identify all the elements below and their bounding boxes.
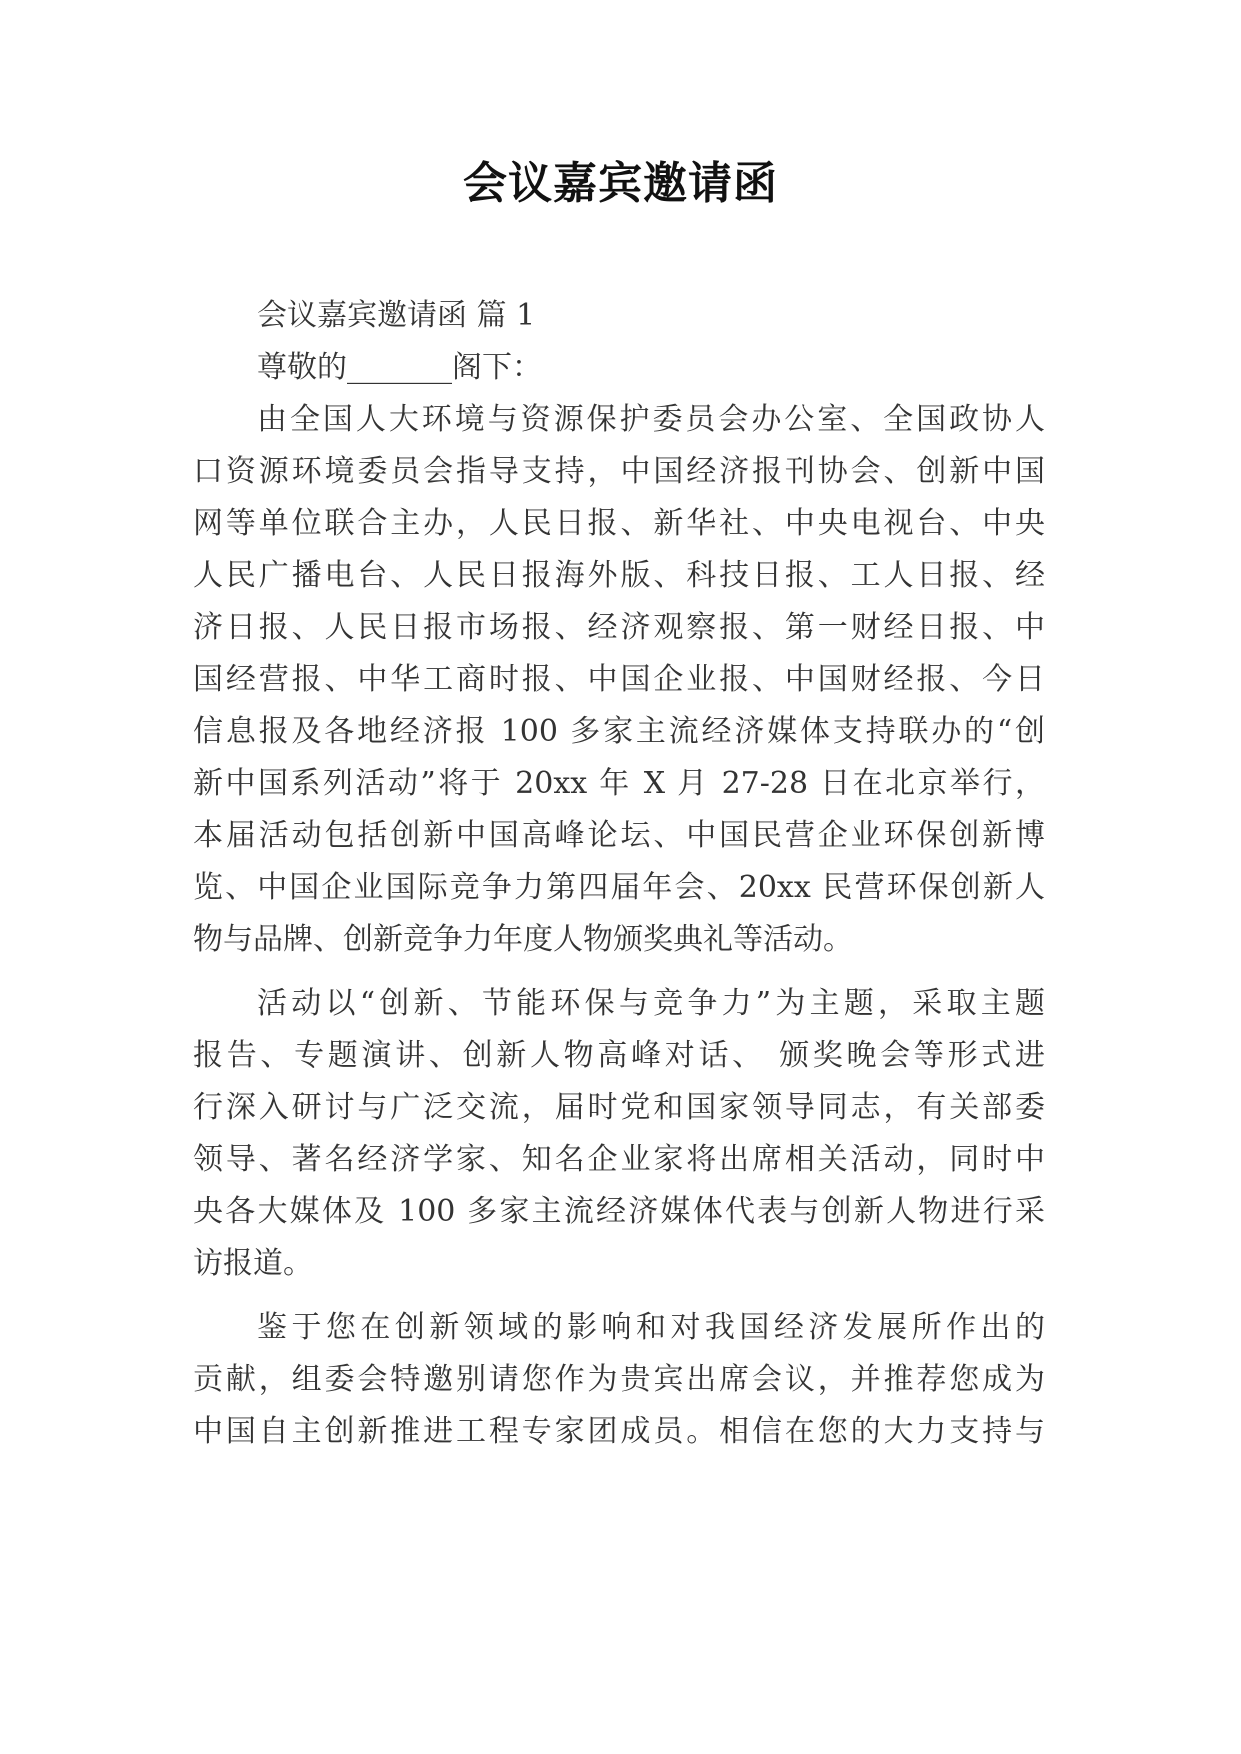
document-body <box>193 290 1045 1470</box>
paragraph-line: 览、中国企业国际竞争力第四届年会、20xx 民营环保创新人 <box>193 870 1045 905</box>
paragraph-line: 物与品牌、创新竞争力年度人物颁奖典礼等活动。 <box>193 922 853 957</box>
paragraph-line: 本届活动包括创新中国高峰论坛、中国民营企业环保创新博 <box>193 818 1045 853</box>
paragraph-line: 贡献，组委会特邀别请您作为贵宾出席会议，并推荐您成为 <box>193 1362 1045 1397</box>
paragraph-line: 新中国系列活动”将于 20xx 年 X 月 27-28 日在北京举行， <box>193 766 1045 801</box>
paragraph-line: 领导、著名经济学家、知名企业家将出席相关活动，同时中 <box>193 1142 1045 1177</box>
paragraph-3 <box>193 1302 1045 1458</box>
paragraph-line: 访报道。 <box>193 1246 313 1281</box>
paragraph-line: 中国自主创新推进工程专家团成员。相信在您的大力支持与 <box>193 1414 1045 1449</box>
paragraph-line: 报告、专题演讲、创新人物高峰对话、 颁奖晚会等形式进 <box>193 1038 1045 1073</box>
paragraph-line: 行深入研讨与广泛交流，届时党和国家领导同志，有关部委 <box>193 1090 1045 1125</box>
paragraph-line: 国经营报、中华工商时报、中国企业报、中国财经报、今日 <box>193 662 1045 697</box>
paragraph-line: 口资源环境委员会指导支持，中国经济报刊协会、创新中国 <box>193 454 1045 489</box>
paragraph-line: 人民广播电台、人民日报海外版、科技日报、工人日报、经 <box>193 558 1045 593</box>
paragraph-line: 央各大媒体及 100 多家主流经济媒体代表与创新人物进行采 <box>193 1194 1045 1229</box>
document-title: 会议嘉宾邀请函 <box>463 158 778 209</box>
salutation: 尊敬的_______阁下： <box>257 350 542 385</box>
paragraph-1 <box>193 394 1045 966</box>
section-heading: 会议嘉宾邀请函 篇 1 <box>257 298 536 333</box>
paragraph-line: 济日报、人民日报市场报、经济观察报、第一财经日报、中 <box>193 610 1045 645</box>
paragraph-line: 活动以“创新、节能环保与竞争力”为主题，采取主题 <box>257 986 1045 1021</box>
paragraph-line: 由全国人大环境与资源保护委员会办公室、全国政协人 <box>257 402 1045 437</box>
paragraph-2 <box>193 978 1045 1290</box>
paragraph-line: 信息报及各地经济报 100 多家主流经济媒体支持联办的“创 <box>193 714 1045 749</box>
paragraph-line: 网等单位联合主办，人民日报、新华社、中央电视台、中央 <box>193 506 1045 541</box>
paragraph-line: 鉴于您在创新领域的影响和对我国经济发展所作出的 <box>257 1310 1045 1345</box>
